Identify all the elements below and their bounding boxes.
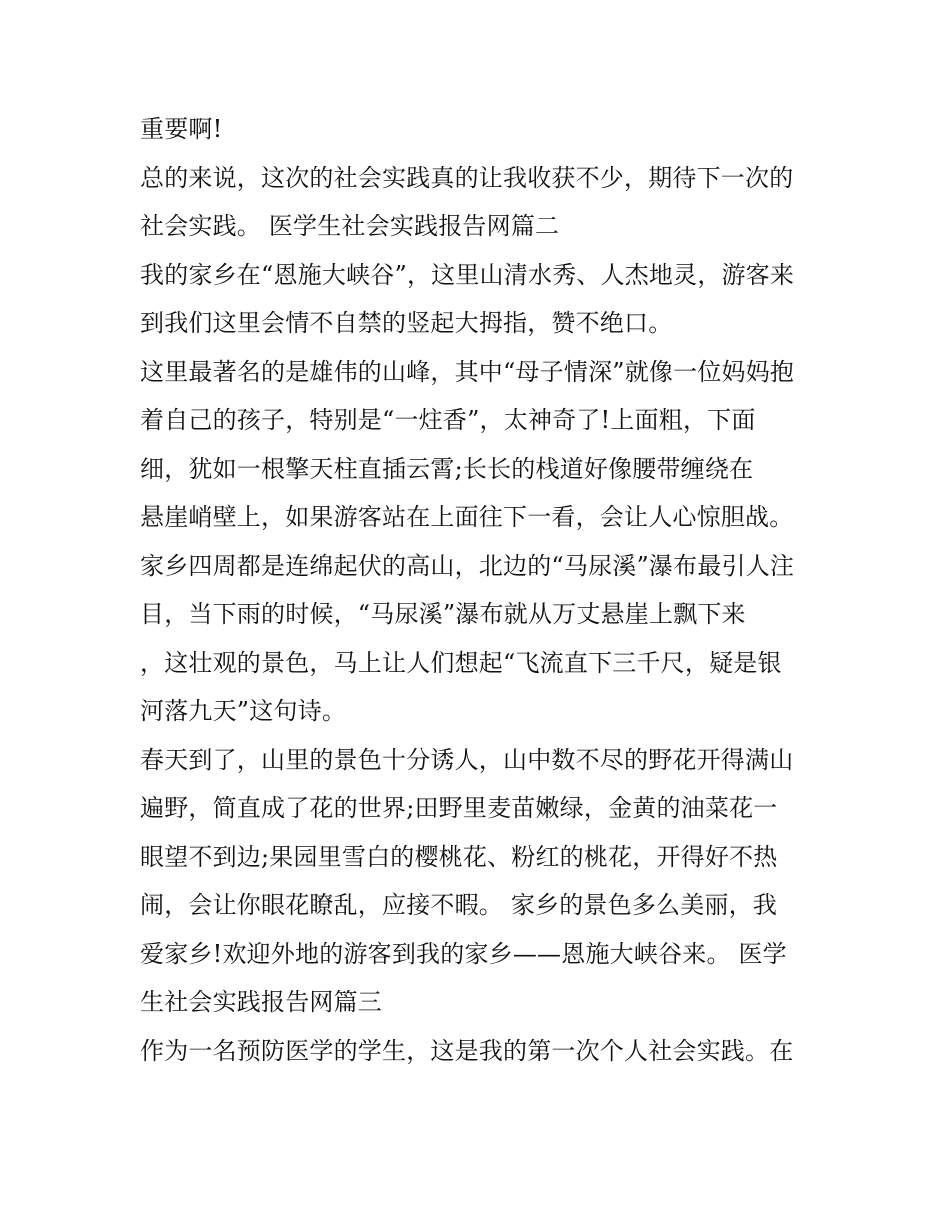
text-line: 总的来说，这次的社会实践真的让我收获不少，期待下一次的 bbox=[140, 163, 794, 192]
text-line: 爱家乡!欢迎外地的游客到我的家乡——恩施大峡谷来。 医学 bbox=[140, 939, 787, 968]
text-line: 到我们这里会情不自禁的竖起大拇指，赞不绝口。 bbox=[140, 309, 673, 337]
text-line: 社会实践。 医学生社会实践报告网篇二 bbox=[140, 212, 560, 240]
text-line: 悬崖峭壁上，如果游客站在上面往下一看，会让人心惊胆战。 bbox=[140, 503, 794, 531]
text-line: 这里最著名的是雄伟的山峰，其中“母子情深”就像一位妈妈抱 bbox=[140, 357, 795, 386]
text-line: 河落九天”这句诗。 bbox=[140, 697, 347, 725]
text-line: 眼望不到边;果园里雪白的樱桃花、粉红的桃花，开得好不热 bbox=[140, 842, 778, 871]
text-line: 遍野，简直成了花的世界;田野里麦苗嫩绿，金黄的油菜花一 bbox=[140, 794, 778, 822]
text-line: 目，当下雨的时候，“马尿溪”瀑布就从万丈悬崖上飘下来 bbox=[140, 600, 746, 628]
text-line: ，这壮观的景色，马上让人们想起“飞流直下三千尺，疑是银 bbox=[140, 648, 782, 677]
text-line: 家乡四周都是连绵起伏的高山，北边的“马尿溪”瀑布最引人注 bbox=[140, 551, 795, 580]
body-text bbox=[140, 105, 840, 1075]
text-line: 春天到了，山里的景色十分诱人，山中数不尽的野花开得满山 bbox=[140, 745, 794, 774]
text-line: 作为一名预防医学的学生，这是我的第一次个人社会实践。在 bbox=[140, 1036, 794, 1065]
text-line: 生社会实践报告网篇三 bbox=[140, 988, 382, 1016]
text-line: 闹，会让你眼花瞭乱，应接不暇。 家乡的景色多么美丽，我 bbox=[140, 891, 778, 919]
text-line: 重要啊! bbox=[140, 115, 223, 143]
text-line: 着自己的孩子，特别是“一炷香”，太神奇了!上面粗，下面 bbox=[140, 406, 756, 434]
text-line: 细，犹如一根擎天柱直插云霄;长长的栈道好像腰带缠绕在 bbox=[140, 454, 754, 483]
text-line: 我的家乡在“恩施大峡谷”，这里山清水秀、人杰地灵，游客来 bbox=[140, 260, 795, 289]
